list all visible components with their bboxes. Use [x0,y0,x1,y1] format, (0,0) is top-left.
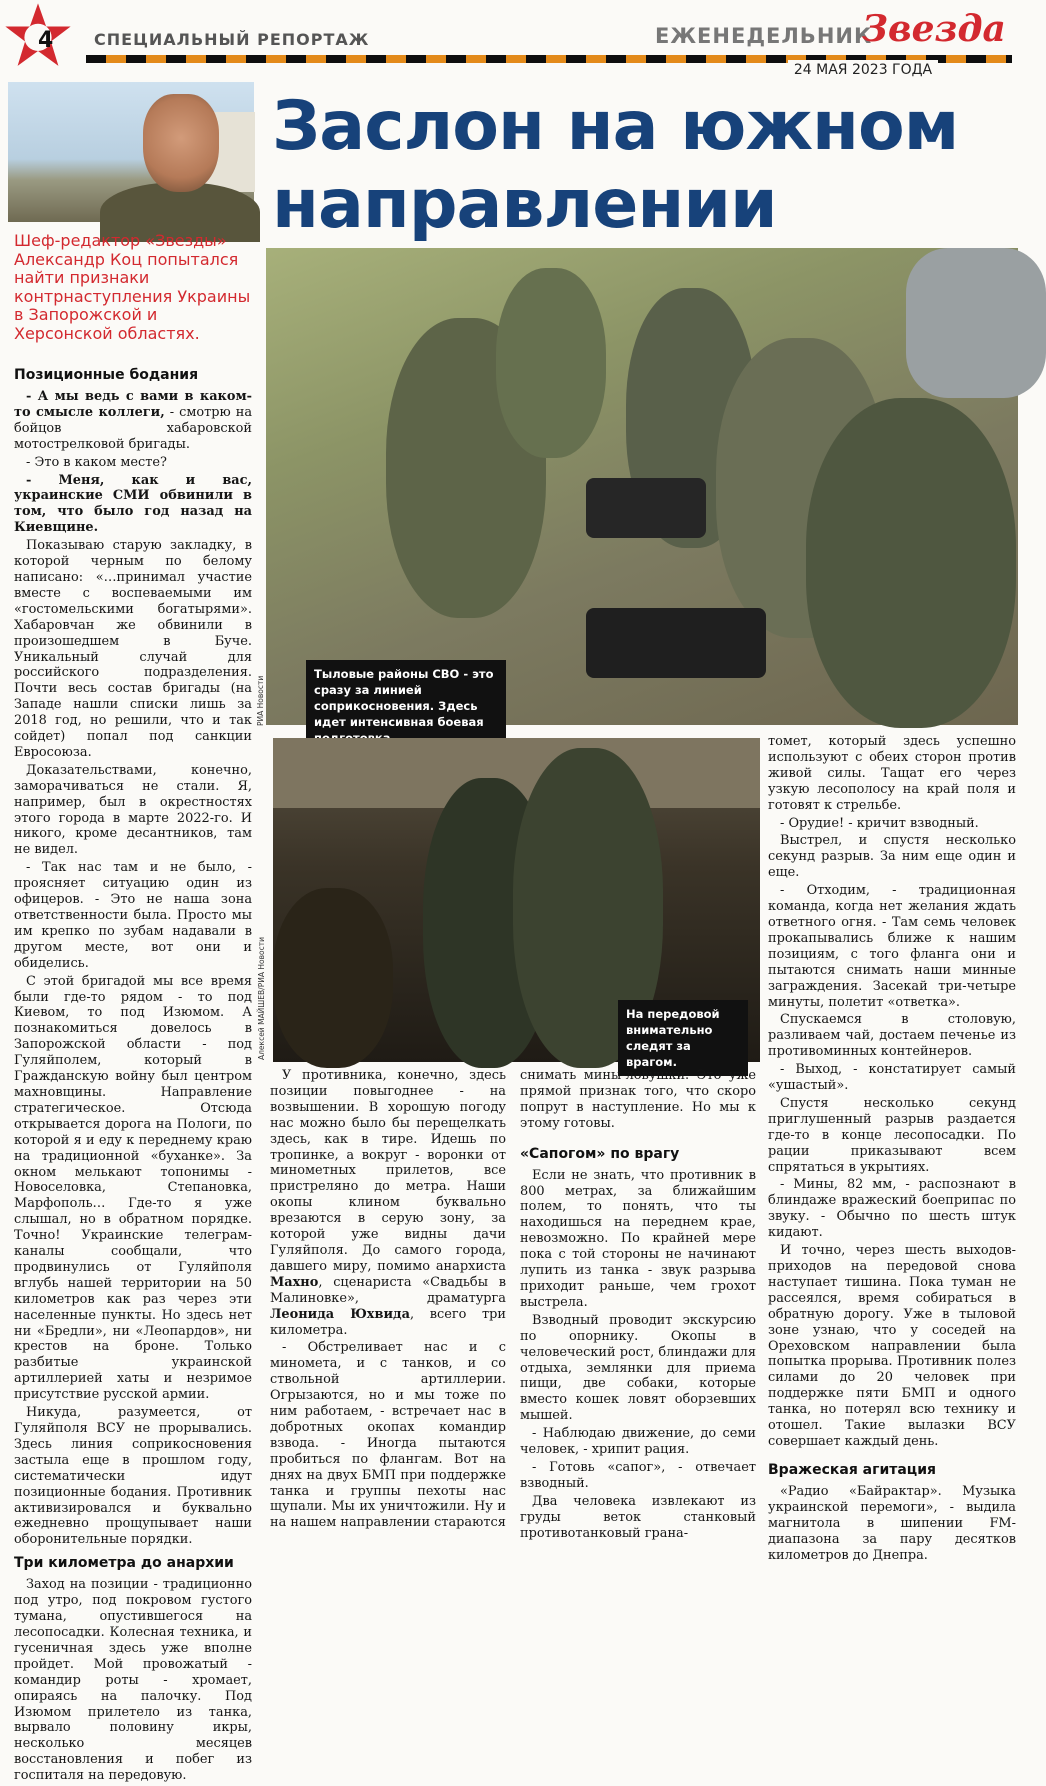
paragraph: - Меня, как и вас, украинские СМИ обвинили в том, что было год назад на Киевщине. [14,472,252,536]
author-photo [8,82,254,222]
photo-caption: Тыловые районы СВО - это сразу за линией соприкосновения. Здесь идет интенсивная боевая [306,660,506,752]
paragraph: Доказательствами, конечно, заморачиваться не стали. Я, например, был в окрестностях этого города в марте 2022-го. И никого, кроме десантников, там не видел. [14,762,252,858]
paragraph: - Наблюдаю движение, до семи человек, - хрипит рация. [520,1426,756,1458]
paragraph: И точно, через шесть выходов-приходов на передовой снова наступает тишина. Пока туман не рассеялся, время собираться в обратную дорогу. Уже в тыловой зоне узнаю, что у соседей на Ореховском направлении была попытка прорыва. Противник полез силами до 20 человек при поддержке пяти БМП и одного танка, но потерял всю технику и отошел. Такие вылазки ВСУ совершает каждый день. [768,1243,1016,1449]
paragraph: У противника, конечно, здесь позиции повыгоднее - на возвышении. В хорошую погоду нас можно было бы перещелкать здесь, как в тире. Идешь по тропинке, а вокруг - воронки от минометных прилетов, все пристреляно до метра. Наши окопы клином буквально врезаются в серую зону, за которой уже видны дачи Гуляйполя. До самого города, давшего миру, помимо анархиста Махно, сценариста «Свадьбы в Малиновке», драматурга Леонида Юхвида, всего три километра. [270,1068,506,1338]
paragraph: Показываю старую закладку, в которой черным по белому написано: «…принимал участие вместе с воспеваемыми им «гостомельскими богатырями». Хабаровчан же обвинили в произошедшем в Буче. Уникальный случай для российского подразделения. Почти весь состав бригады (на Западе нашли списки лишь за 2018 год, но решили, что и так сойдет) попал под санкции Евросоюза. [14,538,252,760]
case-shape [586,608,766,678]
subheading: Вражеская агитация [768,1461,936,1478]
paragraph: Заход на позиции - традиционно под утро, под покровом густого тумана, опустившегося на лесопосадки. Колесная техника, и гусеничная здесь уже вполне пройдет. Мой провожатый - командир роты - хромает, опираясь на палочку. Под Изюмом прилетело из танка, вырвало половину икры, несколько месяцев восстановления и побег из госпиталя на передовую. [14,1577,252,1784]
subheading: «Сапогом» по врагу [520,1145,680,1162]
paragraph: - А мы ведь с вами в каком-то смысле коллеги, - смотрю на бойцов хабаровской мотострелковой бригады. [14,389,253,452]
paragraph: - Так нас там и не было, - проясняет ситуацию один из офицеров. - Это не наша зона ответственности была. Просто мы им крепко по зубам надавали в другом месте, вот они и обиделись. [14,860,252,971]
paragraph: - Орудие! - кричит взводный. [780,815,979,831]
issue-date: 24 МАЯ 2023 ГОДА [788,60,938,80]
paragraph: Спускаемся в столовую, разливаем чай, достаем печенье из противоминных контейнеров. [768,1012,1016,1060]
photo-credit: Алексей МАЙШЕВ/РИА Новости [257,937,266,1060]
face-shape [143,94,219,192]
paragraph: томет, который здесь успешно используют с обеих сторон против живой силы. Тащат его через узкую лесополосу на край поля и готовят к стрельбе. [768,734,1016,813]
paragraph: - Отходим, - традиционная команда, когда нет желания ждать ответного огня. - Там семь человек прокапывались ближе к нашим позициям, с того фланга они и пытаются снимать наши минные заграждения. Засекай три-четыре минуты, полетит «ответка». [768,883,1016,1010]
paragraph: Если не знать, что противник в 800 метрах, за ближайшим полем, то понять, что ты находишься на переднем крае, невозможно. По крайней мере пока с той стороны не начинают лупить из танка - звук разрыва приходит раньше, чем грохот выстрела. [520,1167,756,1310]
lead-paragraph: Шеф-редактор «Звезды» Александр Коц попытался найти признаки контрнаступления Украины в Запорожской и Херсонской областях. [14,231,251,343]
paragraph: «Радио «Байрактар». Музыка украинской перемоги», - выдила магнитола в шипении FM-диапазона за пару десятков километров до Днепра. [768,1483,1016,1563]
section-title: СПЕЦИАЛЬНЫЙ РЕПОРТАЖ [94,30,370,49]
photo-caption: На передовой внимательно следят за врагом. [618,1000,748,1076]
paragraph: С этой бригадой мы все время были где-то рядом - то под Киевом, то под Изюмом. А познакомиться довелось в Запорожской области - под Гуляйполем, который в Гражданскую войну был центром махновщины. Направление стратегическое. Отсюда открывается дорога на Пологи, по которой я и еду к переднему краю на традиционной «буханке». За окном мелькают топонимы - Новоселовка, Степановка, Марфополь… Где-то я уже слышал, но в обратном порядке. Точно! Украинские телеграм-каналы сообщали, что продвинулись от Гуляйполя вглубь нашей территории на 50 километров как раз через эти населенные пункты. Но здесь нет ни «Бредли», ни «Леопардов», ни крестов на броне. Только разбитые украинской артиллерией хаты и незримое присутствие русской армии. [14,973,252,1403]
headline: Заслон на южном направлении [272,87,959,244]
paragraph: - Обстреливает нас и с миномета, и с танков, и со ствольной артиллерии. Огрызаются, но и мы тоже по ним работаем, - встречает нас в добротных окопах командир взвода. - Иногда пытаются пробиться по флангам. Вот на днях на двух БМП при поддержке танка и группы пехоты нас щупали. Мы их уничтожили. Ну и на нашем направлении стараются [270,1340,506,1531]
brand-logo: Звезда [862,8,1006,50]
paragraph: - Готовь «сапог», - отвечает взводный. [520,1459,756,1491]
training-photo [266,248,1018,725]
article-column-2 [270,1068,506,1533]
paragraph: Никуда, разумеется, от Гуляйполя ВСУ не прорывались. Здесь линия соприкосновения застыла еще в прошлом году, систематически идут позиционные бодания. Противник активизировался и буквально ежедневно прощупывает наши оборонительные порядки. [14,1405,252,1548]
paragraph: - Это в каком месте? [26,454,167,470]
paragraph: Спустя несколько секунд приглушенный разрыв раздается где-то в конце лесопосадки. По рации приказывают всем спрятаться в укрытиях. [768,1095,1016,1175]
publication-type: ЕЖЕНЕДЕЛЬНИК [655,24,873,48]
article-column-1 [14,360,252,1786]
subheading: Три километра до анархии [14,1555,234,1572]
page-number: 4 [38,28,54,53]
paragraph: снимать мины-ловушки. Это уже прямой признак того, что скоро попрут в наступление. Но мы к этому готовы. [520,1068,756,1131]
soldier-shape [496,268,606,458]
photo-credit: РИА Новости [256,675,265,726]
subheading: Позиционные бодания [14,367,199,383]
paragraph: - Мины, 82 мм, - распознают в блиндаже вражеский боеприпас по звуку. - Обычно по шесть штук кидают. [768,1177,1016,1241]
paragraph: Выстрел, и спустя несколько секунд разрыв. За ним еще один и еще. [768,833,1016,881]
article-column-3 [520,1068,756,1543]
article-column-4 [768,734,1016,1565]
paragraph: Два человека извлекают из груды веток станковый противотанковый грана- [520,1493,756,1541]
soldier-shape [806,398,1016,728]
vehicle-shape [906,248,1046,398]
paragraph: - Выход, - констатирует самый «ушастый». [768,1062,1016,1094]
paragraph: Взводный проводит экскурсию по опорнику. Окопы в человеческий рост, блиндажи для отдыха, землянки для приема пищи, две собаки, которые вместо кошек ловят оборзевших мышей. [520,1312,756,1424]
case-shape [586,478,706,538]
trench-wall-shape [273,888,393,1068]
